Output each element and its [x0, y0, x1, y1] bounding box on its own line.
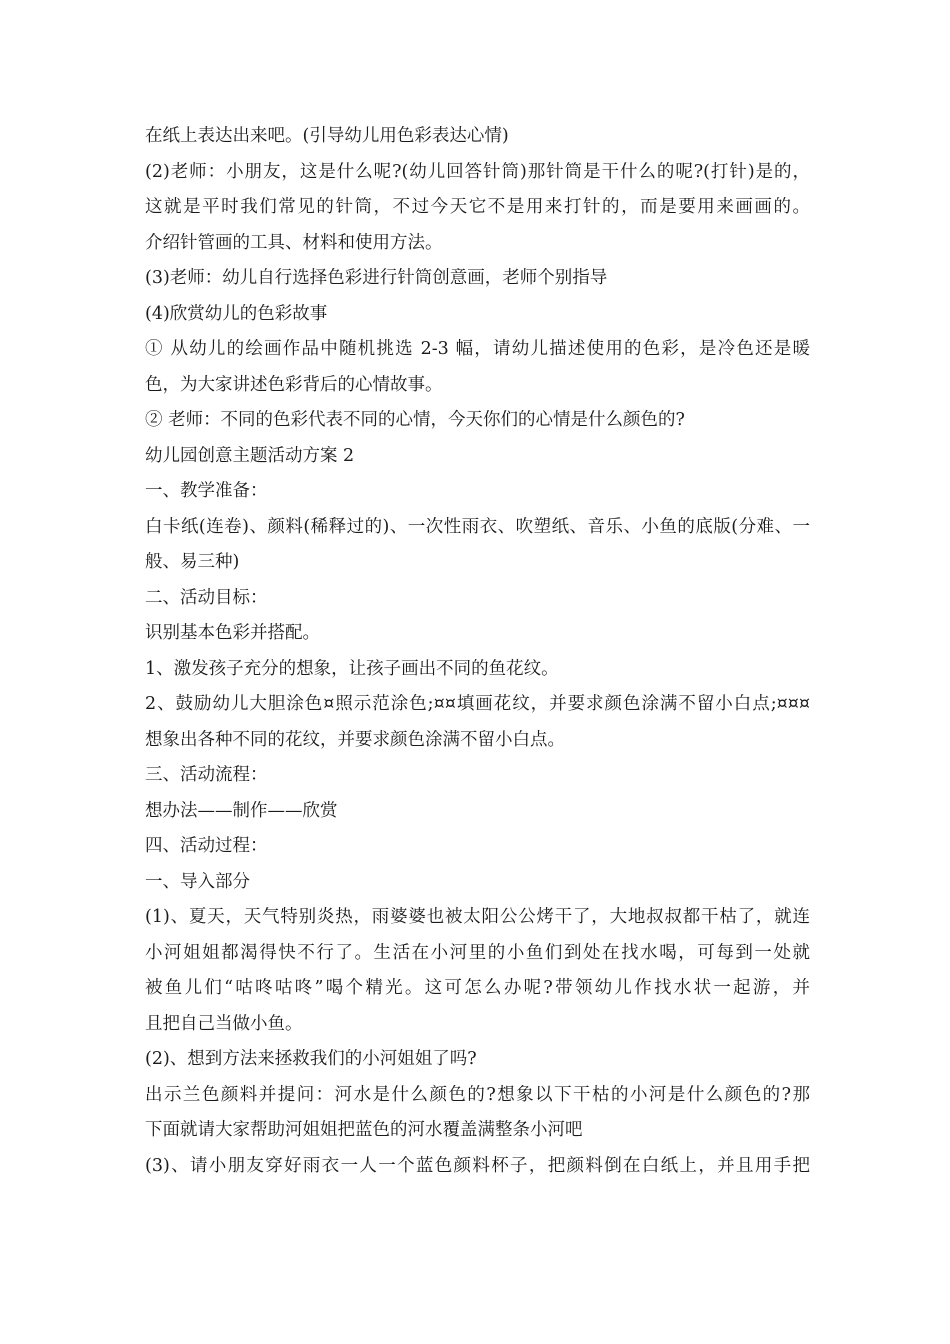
- text-line: 般、易三种): [145, 552, 240, 572]
- text-line: (1)、夏天，天气特别炎热，雨婆婆也被太阳公公烤干了，大地叔叔都干枯了，就连: [145, 907, 810, 927]
- text-line: 一、教学准备：: [145, 481, 268, 501]
- text-line: 幼儿园创意主题活动方案 2: [145, 445, 355, 466]
- document-body: [145, 119, 810, 1184]
- text-line: 介绍针管画的工具、材料和使用方法。: [145, 232, 443, 253]
- text-line: 被鱼儿们“咕咚咕咚”喝个精光。这可怎么办呢?带领幼儿作找水状一起游，并: [145, 978, 810, 998]
- text-line: (2)老师：小朋友，这是什么呢?(幼儿回答针筒)那针筒是干什么的呢?(打针)是的，: [145, 161, 810, 182]
- text-line: 二、活动目标：: [145, 587, 268, 608]
- text-line: 这就是平时我们常见的针筒，不过今天它不是用来打针的，而是要用来画画的。: [145, 197, 810, 217]
- text-line: 下面就请大家帮助河姐姐把蓝色的河水覆盖满整条小河吧: [145, 1120, 583, 1140]
- text-line: ① 从幼儿的绘画作品中随机挑选 2-3 幅，请幼儿描述使用的色彩，是冷色还是暖: [145, 339, 810, 359]
- text-line: 1、激发孩子充分的想象，让孩子画出不同的鱼花纹。: [145, 658, 559, 679]
- text-line: 且把自己当做小鱼。: [145, 1013, 303, 1034]
- text-line: (4)欣赏幼儿的色彩故事: [145, 303, 328, 324]
- text-line: 小河姐姐都渴得快不行了。生活在小河里的小鱼们到处在找水喝，可每到一处就: [145, 942, 810, 963]
- text-line: (3)老师：幼儿自行选择色彩进行针筒创意画，老师个别指导: [145, 268, 608, 288]
- text-line: 一、导入部分: [145, 871, 250, 892]
- text-line: ② 老师：不同的色彩代表不同的心情，今天你们的心情是什么颜色的?: [145, 410, 685, 430]
- text-line: 想办法——制作——欣赏: [145, 800, 338, 821]
- text-line: 三、活动流程：: [145, 765, 268, 785]
- text-line: 想象出各种不同的花纹，并要求颜色涂满不留小白点。: [145, 729, 565, 750]
- text-line: 四、活动过程：: [145, 836, 268, 856]
- text-line: 在纸上表达出来吧。(引导幼儿用色彩表达心情): [145, 126, 509, 146]
- text-line: 识别基本色彩并搭配。: [145, 623, 320, 643]
- text-line: (3)、请小朋友穿好雨衣一人一个蓝色颜料杯子，把颜料倒在白纸上，并且用手把: [145, 1155, 810, 1176]
- text-line: 白卡纸(连卷)、颜料(稀释过的)、一次性雨衣、吹塑纸、音乐、小鱼的底版(分难、一: [145, 516, 810, 537]
- text-line: (2)、想到方法来拯救我们的小河姐姐了吗?: [145, 1049, 477, 1069]
- text-line: 2、鼓励幼儿大胆涂色¤照示范涂色;¤¤填画花纹，并要求颜色涂满不留小白点;¤¤¤: [145, 694, 810, 714]
- text-line: 色，为大家讲述色彩背后的心情故事。: [145, 374, 443, 395]
- text-line: 出示兰色颜料并提问：河水是什么颜色的?想象以下干枯的小河是什么颜色的?那: [145, 1084, 810, 1105]
